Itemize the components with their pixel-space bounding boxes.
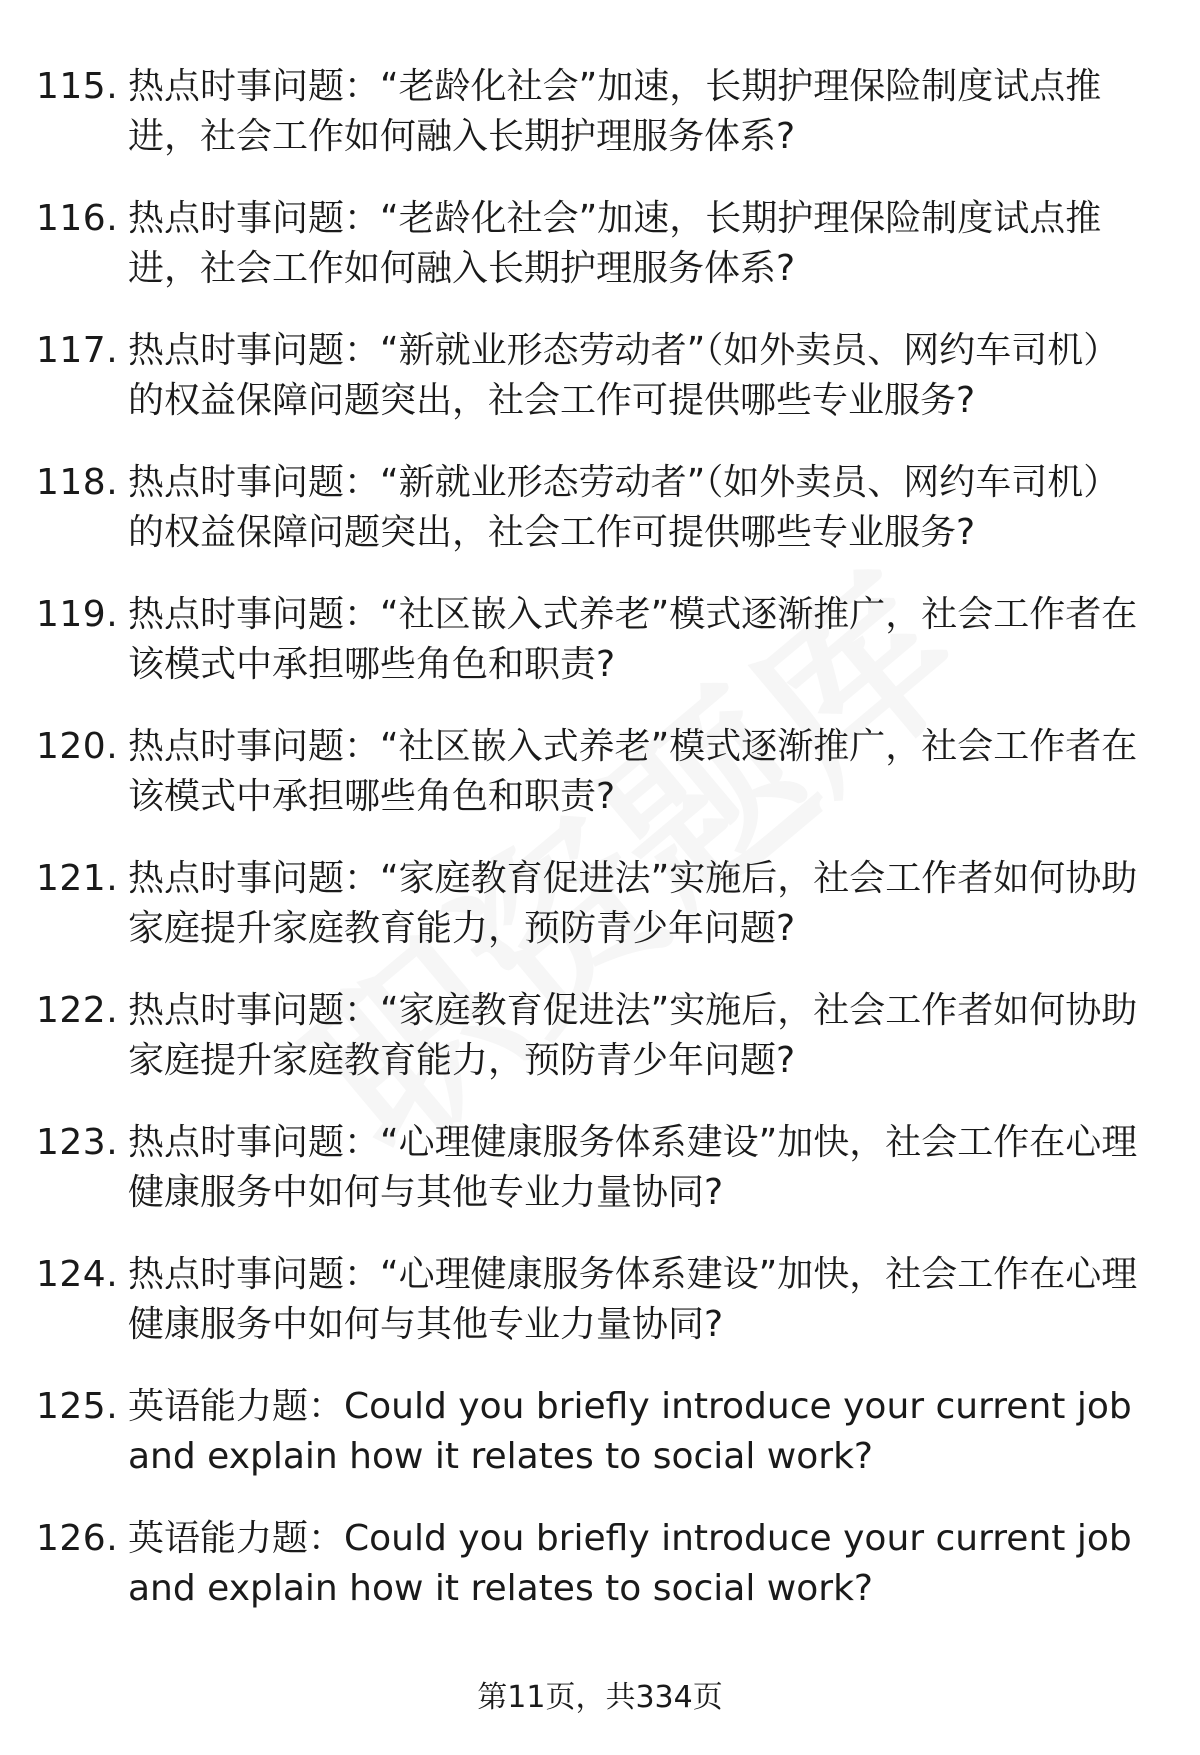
list-item [36, 1118, 1146, 1250]
question-number: 119. [36, 594, 119, 635]
question-text: 热点时事问题：“老龄化社会”加速，长期护理保险制度试点推进，社会工作如何融入长期护理服务体系? [128, 198, 1102, 289]
list-item [36, 1382, 1146, 1514]
question-text: 热点时事问题：“新就业形态劳动者”（如外卖员、网约车司机）的权益保障问题突出，社会工作可提供哪些专业服务? [128, 462, 1120, 553]
question-text: 热点时事问题：“家庭教育促进法”实施后，社会工作者如何协助家庭提升家庭教育能力，预防青少年问题? [128, 858, 1138, 949]
list-item [36, 194, 1146, 326]
list-item [36, 722, 1146, 854]
question-number: 126. [36, 1518, 119, 1559]
question-number: 118. [36, 462, 119, 503]
question-number: 123. [36, 1122, 119, 1163]
question-text: 热点时事问题：“家庭教育促进法”实施后，社会工作者如何协助家庭提升家庭教育能力，预防青少年问题? [128, 990, 1138, 1081]
question-text: 英语能力题：Could you briefly introduce your current job and explain how it relates to social work? [128, 1386, 1132, 1477]
question-number: 121. [36, 858, 119, 899]
question-number: 115. [36, 66, 119, 107]
question-text: 英语能力题：Could you briefly introduce your current job and explain how it relates to social work? [128, 1518, 1132, 1609]
question-number: 125. [36, 1386, 119, 1427]
question-text: 热点时事问题：“心理健康服务体系建设”加快，社会工作在心理健康服务中如何与其他专业力量协同? [128, 1254, 1138, 1345]
list-item [36, 458, 1146, 590]
question-number: 117. [36, 330, 119, 371]
question-list [36, 62, 1146, 1646]
page-number: 第11页，共334页 [477, 1680, 723, 1715]
question-text: 热点时事问题：“新就业形态劳动者”（如外卖员、网约车司机）的权益保障问题突出，社会工作可提供哪些专业服务? [128, 330, 1120, 421]
list-item [36, 986, 1146, 1118]
list-item [36, 590, 1146, 722]
list-item [36, 326, 1146, 458]
list-item [36, 1514, 1146, 1646]
question-number: 122. [36, 990, 119, 1031]
list-item [36, 62, 1146, 194]
question-text: 热点时事问题：“社区嵌入式养老”模式逐渐推广，社会工作者在该模式中承担哪些角色和职责? [128, 594, 1138, 685]
question-text: 热点时事问题：“心理健康服务体系建设”加快，社会工作在心理健康服务中如何与其他专业力量协同? [128, 1122, 1138, 1213]
list-item [36, 1250, 1146, 1382]
question-number: 120. [36, 726, 119, 767]
question-number: 124. [36, 1254, 119, 1295]
question-text: 热点时事问题：“社区嵌入式养老”模式逐渐推广，社会工作者在该模式中承担哪些角色和职责? [128, 726, 1138, 817]
list-item [36, 854, 1146, 986]
question-text: 热点时事问题：“老龄化社会”加速，长期护理保险制度试点推进，社会工作如何融入长期护理服务体系? [128, 66, 1102, 157]
question-number: 116. [36, 198, 119, 239]
